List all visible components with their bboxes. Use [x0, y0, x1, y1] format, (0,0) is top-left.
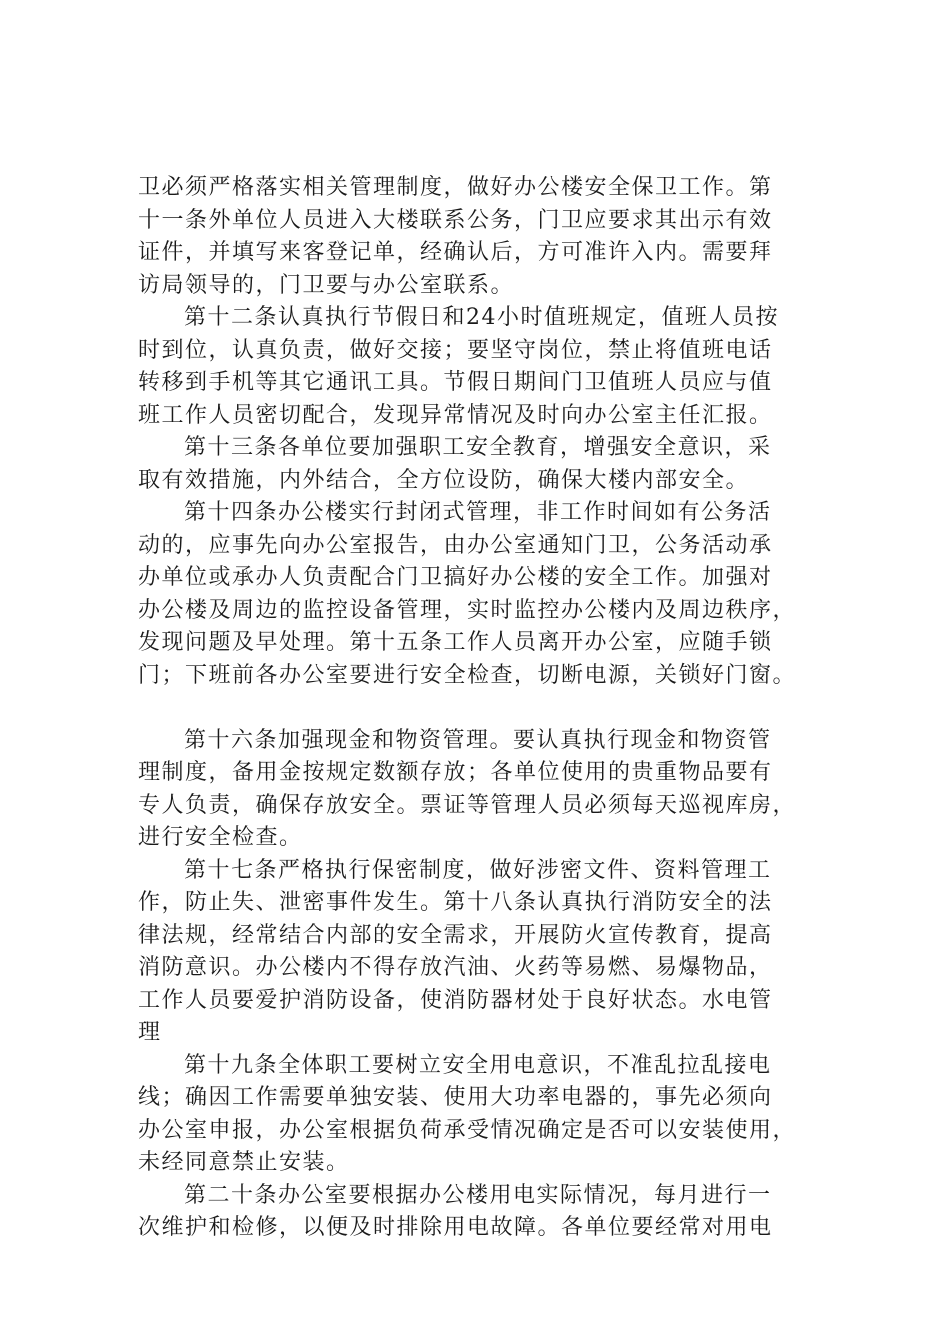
text-line: 证件，并填写来客登记单，经确认后，方可准许入内。需要拜: [138, 240, 773, 265]
text-line: 理: [138, 1020, 162, 1045]
text-line: 办单位或承办人负责配合门卫搞好办公楼的安全工作。加强对: [138, 565, 773, 590]
text-line: 律法规，经常结合内部的安全需求，开展防火宣传教育，提高: [138, 922, 773, 948]
text-line: 进行安全检查。: [138, 825, 303, 850]
text-line: 门；下班前各办公室要进行安全检查，切断电源，关锁好门窗。: [138, 662, 797, 688]
text-line: 取有效措施，内外结合，全方位设防，确保大楼内部安全。: [138, 467, 750, 493]
paragraph-first-line: 第十三条各单位要加强职工安全教育，增强安全意识，采: [184, 435, 772, 460]
text-line: 消防意识。办公楼内不得存放汽油、火药等易燃、易爆物品，: [138, 955, 773, 980]
text-line: 次维护和检修，以便及时排除用电故障。各单位要经常对用电: [138, 1215, 773, 1240]
text-line: 访局领导的，门卫要与办公室联系。: [138, 272, 515, 298]
paragraph-first-line: 第十二条认真执行节假日和24小时值班规定，值班人员按: [184, 305, 779, 330]
text-line: 动的，应事先向办公室报告，由办公室通知门卫，公务活动承: [138, 532, 773, 558]
text-line: 发现问题及早处理。第十五条工作人员离开办公室，应随手锁: [138, 630, 773, 655]
paragraph-first-line: 第十六条加强现金和物资管理。要认真执行现金和物资管: [184, 727, 772, 753]
text-line: 未经同意禁止安装。: [138, 1150, 350, 1175]
paragraph-gap: [138, 692, 828, 725]
text-line: 理制度，备用金按规定数额存放；各单位使用的贵重物品要有: [138, 760, 773, 785]
text-line: 办公楼及周边的监控设备管理，实时监控办公楼内及周边秩序，: [138, 597, 797, 623]
paragraph-first-line: 第十九条全体职工要树立安全用电意识，不准乱拉乱接电: [184, 1052, 772, 1078]
text-line: 转移到手机等其它通讯工具。节假日期间门卫值班人员应与值: [138, 370, 773, 395]
text-line: 十一条外单位人员进入大楼联系公务，门卫应要求其出示有效: [138, 207, 773, 233]
text-line: 时到位，认真负责，做好交接；要坚守岗位，禁止将值班电话: [138, 337, 773, 363]
text-line: 工作人员要爱护消防设备，使消防器材处于良好状态。水电管: [138, 987, 773, 1013]
text-line: 专人负责，确保存放安全。票证等管理人员必须每天巡视库房，: [138, 792, 797, 818]
text-line: 作，防止失、泄密事件发生。第十八条认真执行消防安全的法: [138, 890, 773, 915]
text-line: 线；确因工作需要单独安装、使用大功率电器的，事先必须向: [138, 1085, 773, 1110]
text-line: 班工作人员密切配合，发现异常情况及时向办公室主任汇报。: [138, 402, 773, 428]
paragraph-first-line: 第二十条办公室要根据办公楼用电实际情况，每月进行一: [184, 1182, 772, 1208]
paragraph-first-line: 第十七条严格执行保密制度，做好涉密文件、资料管理工: [184, 857, 772, 883]
text-line: 办公室申报，办公室根据负荷承受情况确定是否可以安装使用，: [138, 1117, 797, 1143]
document-body: [138, 172, 828, 1245]
paragraph-first-line: 第十四条办公楼实行封闭式管理，非工作时间如有公务活: [184, 500, 772, 525]
text-line: 卫必须严格落实相关管理制度，做好办公楼安全保卫工作。第: [138, 175, 773, 200]
